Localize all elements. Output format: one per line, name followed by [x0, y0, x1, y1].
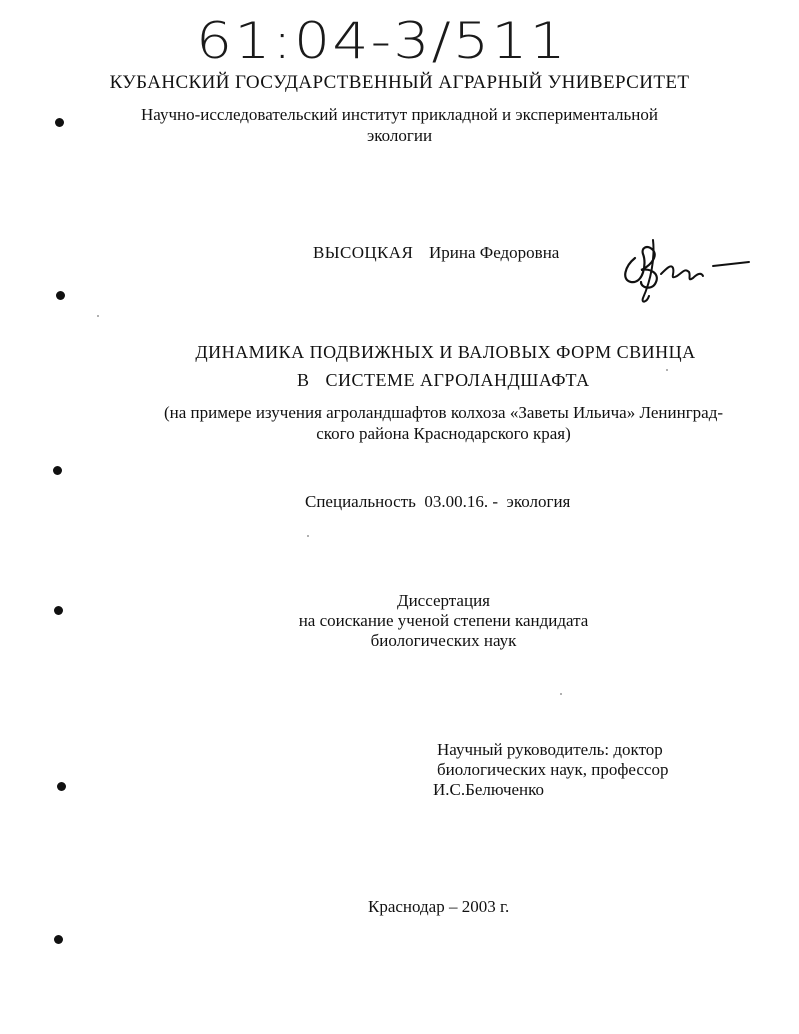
subtitle: [135, 402, 752, 444]
institute-line-1: Научно-исследовательский институт прикладной и экспериментальной: [141, 105, 658, 124]
specialty-dash: -: [492, 492, 499, 511]
place-year: Краснодар – 2003 г.: [368, 897, 510, 916]
punch-hole: [56, 291, 65, 300]
subtitle-line-1: (на примере изучения агроландшафтов колхоза «Заветы Ильича» Ленинград-: [163, 403, 724, 422]
specialty-label: Специальность: [305, 492, 416, 511]
scan-speck: [560, 693, 562, 695]
dissertation-block: [0, 591, 799, 651]
punch-hole: [54, 606, 63, 615]
handwritten-code: [196, 6, 576, 66]
institute-name: [0, 104, 799, 146]
university-name: КУБАНСКИЙ ГОСУДАРСТВЕННЫЙ АГРАРНЫЙ УНИВЕРСИТЕТ: [109, 72, 690, 93]
handwritten-code-text: 61:04-3/511: [196, 12, 568, 66]
supervisor-line-3: И.С.Белюченко: [433, 780, 545, 799]
signature: [617, 228, 752, 308]
specialty-code: 03.00.16.: [424, 492, 489, 511]
supervisor-line-1: Научный руководитель: доктор: [437, 740, 663, 759]
author-first-names: Ирина Федоровна: [429, 243, 560, 262]
dissertation-line-3: биологических наук: [370, 631, 517, 650]
author-last-name: ВЫСОЦКАЯ: [313, 243, 414, 262]
title-line-1: ДИНАМИКА ПОДВИЖНЫХ И ВАЛОВЫХ ФОРМ СВИНЦА: [195, 342, 696, 362]
signature-svg: [617, 228, 752, 308]
title-line-2-main: СИСТЕМЕ АГРОЛАНДШАФТА: [325, 370, 590, 390]
punch-hole: [53, 466, 62, 475]
supervisor-block: [433, 740, 669, 800]
dissertation-line-1: Диссертация: [396, 591, 490, 610]
scan-speck: [307, 535, 309, 537]
institute-line-2: экологии: [366, 126, 433, 145]
scan-speck: [97, 315, 99, 317]
punch-hole: [55, 118, 64, 127]
handwritten-code-svg: [196, 6, 576, 66]
title-line-2-prefix: В: [297, 370, 310, 390]
punch-hole: [54, 935, 63, 944]
subtitle-line-2: ского района Краснодарского края): [316, 424, 571, 443]
scan-speck: [666, 369, 668, 371]
title-line-2: [297, 370, 590, 391]
specialty: [305, 492, 570, 512]
specialty-name: экология: [506, 492, 571, 511]
dissertation-line-2: на соискание ученой степени кандидата: [298, 611, 589, 630]
punch-hole: [57, 782, 66, 791]
supervisor-line-2: биологических наук, профессор: [437, 760, 669, 779]
